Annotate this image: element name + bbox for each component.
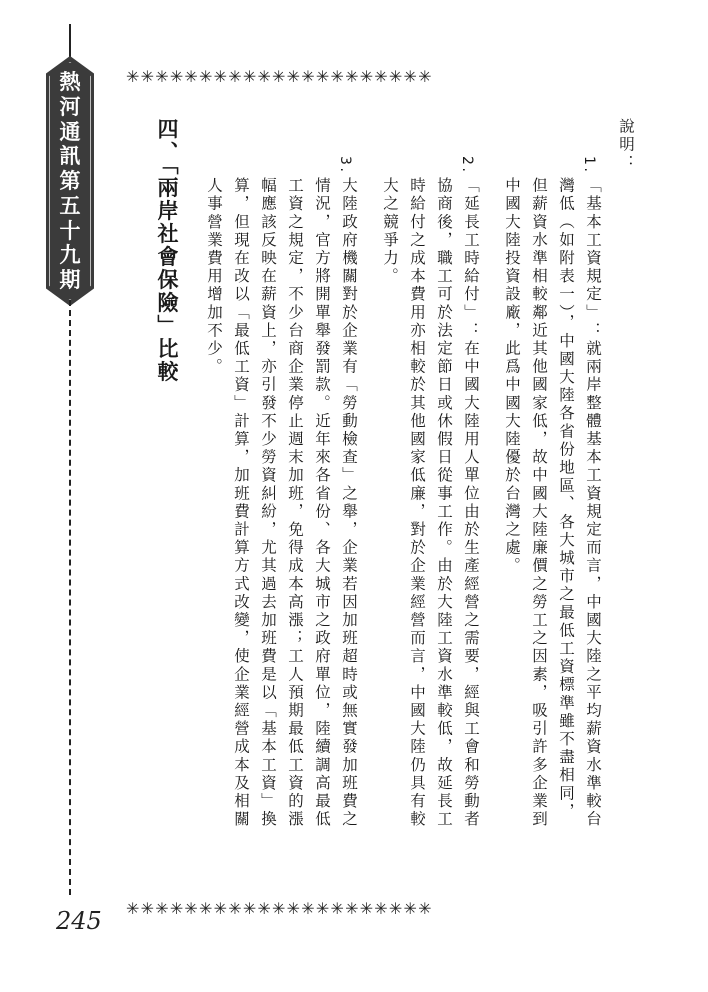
page-number: 245 [56,907,102,935]
item-number: 3. [337,156,353,175]
series-title-char: 河 [59,94,81,119]
series-title-char: 五 [59,193,81,218]
item-line: 「基本工資規定」：就兩岸整體基本工資規定而言，中國大陸之平均薪資水準較台 [584,177,602,829]
item-line: 中國大陸投資設廠，此爲中國大陸優於台灣之處。 [503,177,521,576]
item-line: 協商後，職工可於法定節日或休假日從事工作。由於大陸工資水準較低，故延長工 [435,177,453,829]
series-title-char: 通 [59,119,81,144]
series-title-char: 訊 [59,144,81,169]
series-title-char: 期 [59,268,81,292]
item-line: 人事營業費用增加不少。 [205,177,223,377]
item-line: 算，但現在改以「最低工資」計算，加班費計算方式改變，使企業經營成本及相關 [232,177,250,829]
series-title-char: 九 [59,243,81,268]
explanation-label: 說明： [617,118,635,173]
item-line: 「延長工時給付」：在中國大陸用人單位由於生產經營之需要，經與工會和勞動者 [462,177,480,829]
item-line: 大之競爭力。 [381,177,399,286]
item-line: 但薪資水準相較鄰近其他國家低，故中國大陸廉價之勞工之因素，吸引許多企業到 [530,177,548,829]
section-heading: 四、「兩岸社會保險」比較 [155,118,179,384]
item-line: 大陸政府機關對於企業有「勞動檢查」之舉，企業若因加班超時或無實發加班費之 [340,177,358,829]
item-line: 灣低（如附表一），中國大陸各省份地區、各大城市之最低工資標準雖不盡相同， [557,177,575,821]
series-title-char: 十 [59,218,81,243]
item-line: 工資之規定，不少台商企業停止週末加班，免得成本高漲；工人預期最低工資的漲 [286,177,304,829]
ornament-rule-bottom: ✳✳✳✳✳✳✳✳✳✳✳✳✳✳✳✳✳✳✳✳✳ [126,899,433,918]
item-line: 幅應該反映在薪資上，亦引發不少勞資糾紛，尤其過去加班費是以「基本工資」換 [259,177,277,829]
series-title-char: 熱 [59,70,81,94]
ornament-rule-top: ✳✳✳✳✳✳✳✳✳✳✳✳✳✳✳✳✳✳✳✳✳ [126,67,433,86]
margin-dashed-line [69,300,71,895]
item-number: 2. [459,156,475,175]
margin-line-top [69,24,71,60]
item-line: 情況，官方將開單舉發罰款。近年來各省份、各大城市之政府單位，陸續調高最低 [313,177,331,829]
series-title [46,70,94,292]
item-number: 1. [581,156,597,175]
series-title-char: 第 [59,169,81,193]
item-line: 時給付之成本費用亦相較於其他國家低廉，對於企業經營而言，中國大陸仍具有較 [408,177,426,829]
